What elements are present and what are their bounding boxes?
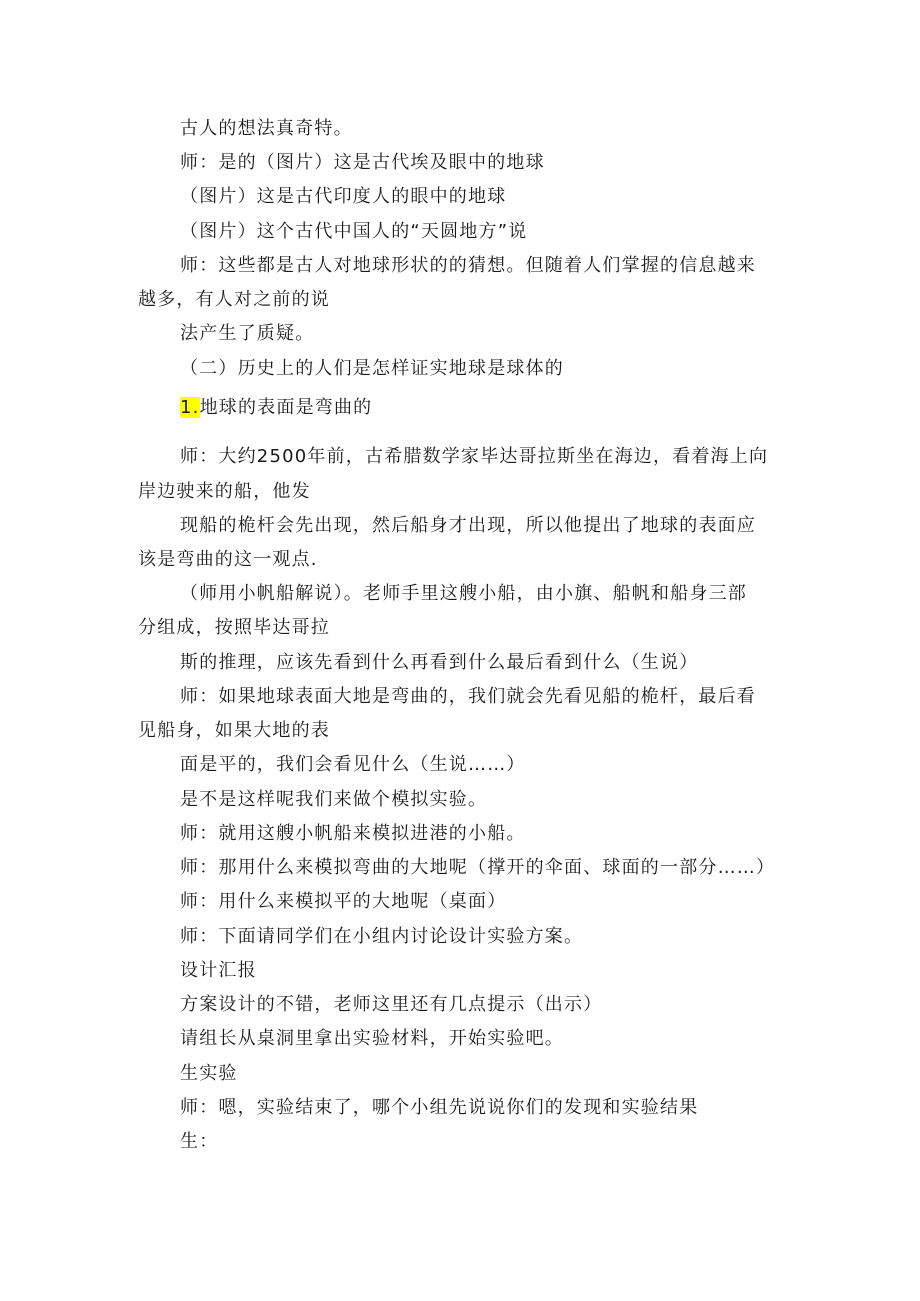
text-line: （图片）这个古代中国人的“天圆地方”说 <box>180 221 528 242</box>
text-line: 分组成，按照毕达哥拉 <box>138 617 330 638</box>
text-line: 古人的想法真奇特。 <box>180 118 353 139</box>
text-line: 方案设计的不错，老师这里还有几点提示（出示） <box>180 994 603 1015</box>
text-line: 见船身，如果大地的表 <box>138 720 330 741</box>
text-line: 师：这些都是古人对地球形状的的猜想。但随着人们掌握的信息越来 <box>180 255 756 276</box>
text-line: 岸边驶来的船，他发 <box>138 481 311 502</box>
text-line: 师：用什么来模拟平的大地呢（桌面） <box>180 891 507 912</box>
text-line: 现船的桅杆会先出现，然后船身才出现，所以他提出了地球的表面应 <box>180 515 756 536</box>
text-line: 设计汇报 <box>180 960 257 981</box>
section-heading: （二）历史上的人们是怎样证实地球是球体的 <box>180 358 564 379</box>
text-line: 师：大约2500年前，古希腊数学家毕达哥拉斯坐在海边，看着海上向 <box>180 446 769 467</box>
text-line: （图片）这是古代印度人的眼中的地球 <box>180 186 507 207</box>
subheading-text: 地球的表面是弯曲的 <box>199 397 373 418</box>
text-line: 生： <box>180 1131 219 1152</box>
list-number-highlight: 1. <box>180 397 200 418</box>
text-line: 生实验 <box>180 1063 238 1084</box>
text-line: 师：如果地球表面大地是弯曲的，我们就会先看见船的桅杆，最后看 <box>180 686 756 707</box>
text-line: 面是平的，我们会看见什么（生说……） <box>180 754 526 775</box>
text-line: 师：就用这艘小帆船来模拟进港的小船。 <box>180 823 526 844</box>
text-line: 师：下面请同学们在小组内讨论设计实验方案。 <box>180 926 584 947</box>
text-line: 师：是的（图片）这是古代埃及眼中的地球 <box>180 152 545 173</box>
text-line: 法产生了质疑。 <box>180 323 315 344</box>
text-line: 越多，有人对之前的说 <box>138 289 330 310</box>
text-line: 斯的推理，应该先看到什么再看到什么最后看到什么（生说） <box>180 652 699 673</box>
text-line: 该是弯曲的这一观点. <box>138 549 318 570</box>
text-line: 请组长从桌洞里拿出实验材料，开始实验吧。 <box>180 1028 564 1049</box>
text-line: 师：嗯，实验结束了，哪个小组先说说你们的发现和实验结果 <box>180 1097 699 1118</box>
text-line: （师用小帆船解说）。老师手里这艘小船，由小旗、船帆和船身三部 <box>180 583 747 604</box>
text-line: 是不是这样呢我们来做个模拟实验。 <box>180 789 488 810</box>
text-line: 师：那用什么来模拟弯曲的大地呢（撑开的伞面、球面的一部分……） <box>180 857 776 878</box>
subheading-line <box>180 396 372 420</box>
